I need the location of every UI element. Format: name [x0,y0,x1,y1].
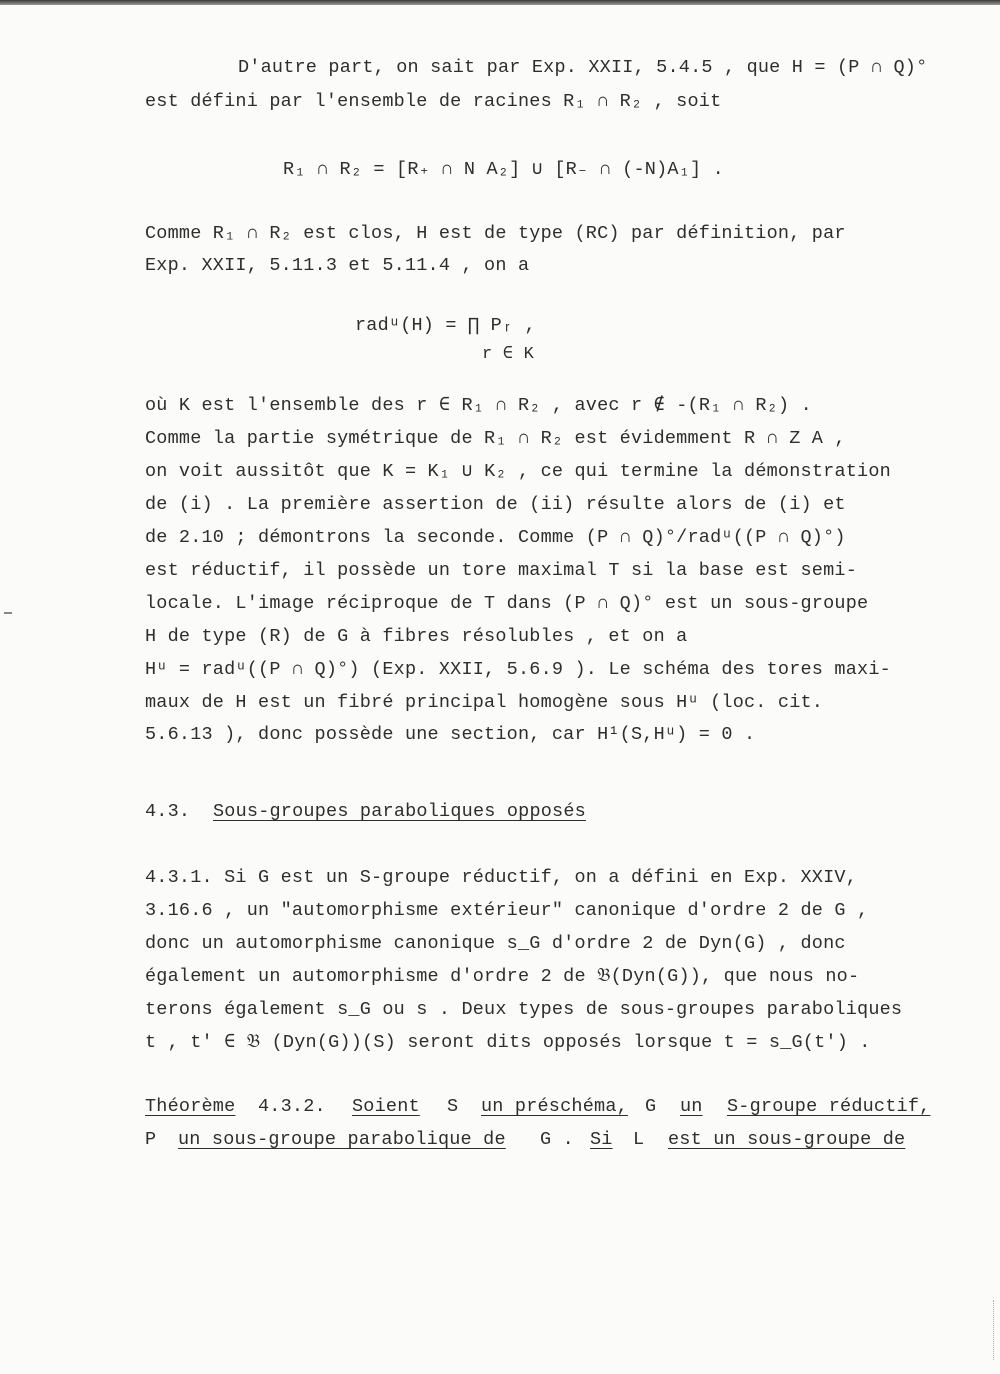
theorem-symbol-g2: G . [540,1129,574,1150]
para-line-6: t , t' ∈ 𝔅 (Dyn(G))(S) seront dits opposés lorsque t = s_G(t') . [145,1032,871,1053]
text-line-5: où K est l'ensemble des r ∈ R₁ ∩ R₂ , avec r ∉ -(R₁ ∩ R₂) . [145,395,812,416]
theorem-label: Théorème [145,1096,236,1117]
theorem-number: 4.3.2. [258,1096,326,1117]
theorem-word-un: un [680,1096,703,1117]
theorem-symbol-p: P [145,1129,157,1150]
equation-radu-index: r ∈ K [482,345,535,364]
text-line-13: Hᵘ = radᵘ((P ∩ Q)°) (Exp. XXII, 5.6.9 ). Le schéma des tores maxi- [145,659,891,680]
text-line-15: 5.6.13 ), donc possède une section, car H¹(S,Hᵘ) = 0 . [145,724,756,745]
theorem-symbol-s: S [447,1096,459,1117]
para-line-5: terons également s_G ou s . Deux types de sous-groupes paraboliques [145,999,903,1020]
theorem-word-si: Si [590,1129,613,1150]
text-line-3: Comme R₁ ∩ R₂ est clos, H est de type (RC) par définition, par [145,223,846,244]
equation-roots: R₁ ∩ R₂ = [R₊ ∩ N A₂] ∪ [R₋ ∩ (-N)A₁] . [283,159,724,180]
text-line-4: Exp. XXII, 5.11.3 et 5.11.4 , on a [145,255,530,276]
para-line-4: également un automorphisme d'ordre 2 de 𝔅(Dyn(G)), que nous no- [145,966,860,987]
text-line-7: on voit aussitôt que K = K₁ ∪ K₂ , ce qui termine la démonstration [145,461,891,482]
text-line-9: de 2.10 ; démontrons la seconde. Comme (P ∩ Q)°/radᵘ((P ∩ Q)°) [145,527,846,548]
theorem-symbol-l: L [633,1129,645,1150]
para-line-1: 4.3.1. Si G est un S-groupe réductif, on a défini en Exp. XXIV, [145,867,858,888]
theorem-symbol-g: G [645,1096,657,1117]
text-line-11: locale. L'image réciproque de T dans (P ∩ Q)° est un sous-groupe [145,593,869,614]
para-line-2: 3.16.6 , un "automorphisme extérieur" canonique d'ordre 2 de G , [145,900,869,921]
para-line-3: donc un automorphisme canonique s_G d'ordre 2 de Dyn(G) , donc [145,933,846,954]
text-line-12: H de type (R) de G à fibres résolubles , et on a [145,626,688,647]
text-line-1: D'autre part, on sait par Exp. XXII, 5.4.5 , que H = (P ∩ Q)° [238,57,928,78]
section-title: Sous-groupes paraboliques opposés [213,801,586,822]
text-line-8: de (i) . La première assertion de (ii) résulte alors de (i) et [145,494,846,515]
theorem-word-groupe-reductif: S-groupe réductif, [727,1096,931,1117]
theorem-word-soient: Soient [352,1096,420,1117]
text-line-14: maux de H est un fibré principal homogène sous Hᵘ (loc. cit. [145,692,824,713]
text-line-6: Comme la partie symétrique de R₁ ∩ R₂ est évidemment R ∩ Z A , [145,428,846,449]
section-number: 4.3. [145,801,191,822]
text-line-10: est réductif, il possède un tore maximal T si la base est semi- [145,560,858,581]
text-line-2: est défini par l'ensemble de racines R₁ ∩ R₂ , soit [145,91,722,112]
theorem-word-sous-groupe: est un sous-groupe de [668,1129,906,1150]
theorem-word-parabolique: un sous-groupe parabolique de [178,1129,506,1150]
theorem-word-preschema: un préschéma, [481,1096,628,1117]
equation-radu: radᵘ(H) = ∏ Pᵣ , [355,315,536,336]
